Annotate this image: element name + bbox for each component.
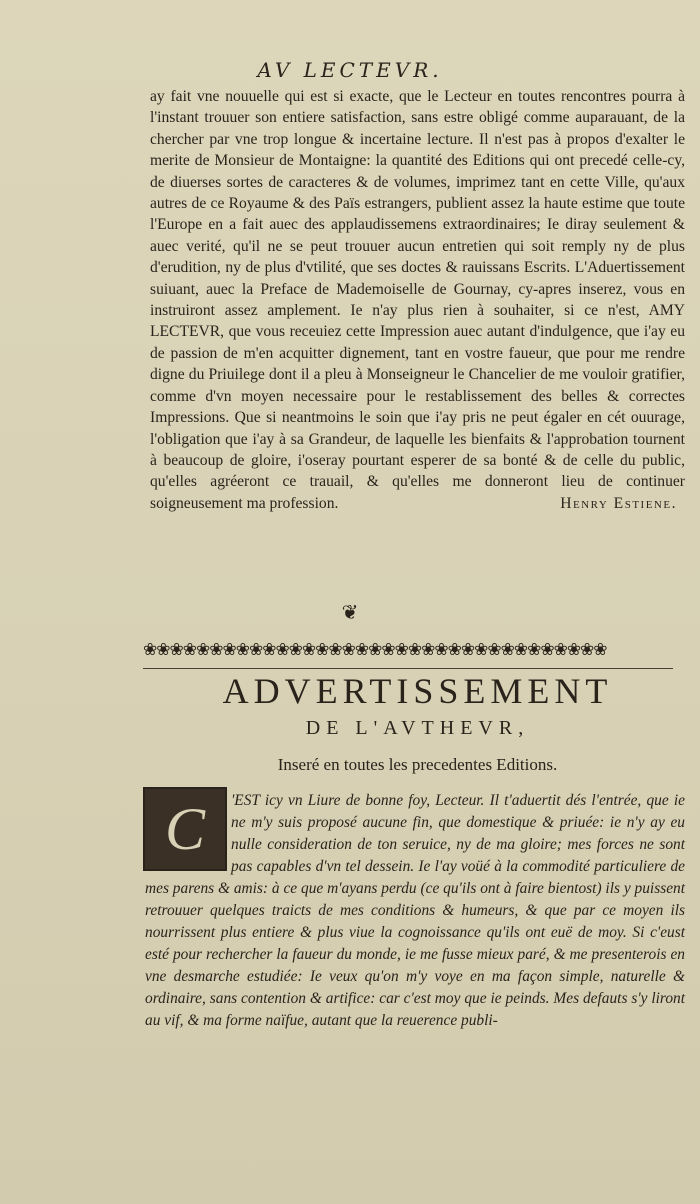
fleuron-icon: ❦ xyxy=(341,600,359,624)
running-head: AV LECTEVR. xyxy=(257,58,443,82)
intro-text-block xyxy=(150,86,685,515)
drop-cap-space xyxy=(145,790,231,876)
signature: Henry Estiene. xyxy=(560,495,677,513)
intro-paragraph: ay fait vne nouuelle qui est si exacte, que le Lecteur en toutes rencontres pourra à l'instant trouuer son entiere satisfaction, sans estre obligé comme auparauant, de la chercher par vne trop longue & incertaine lecture. Il n'est pas à propos d'exalter le merite de Monsieur de Montaigne: la quantité des Editions qui ont precedé celle-cy, de diuerses sortes de caracteres & de volumes, imprimez tant en cette Ville, qu'aux autres de ce Royaume & des Païs estrangers, publient assez la haute estime que toute l'Europe en a fait auec des applaudissemens extraordinaires; Ie diray seulement & auec verité, qu'il ne se peut trouuer aucun entretien qui soit remply ny de plus d'erudition, ny de plus d'vtilité, que ses doctes & rauissans Escrits. L'Aduertissement suiuant, auec la Preface de Mademoiselle de Gournay, cy-apres inserez, vous en instruiront assez amplement. Ie n'ay plus rien à souhaiter, si ce n'est, AMY LECTEVR, que vous receuiez cette Impression auec autant d'indulgence, que i'ay eu de passion de m'en acquitter dignement, tant en vostre faueur, que pour me rendre digne du Priuilege dont il a pleu à Monseigneur le Chancelier de me vouloir gratifier, comme d'vn moyen necessaire pour le restablissement des belles & correctes Impressions. Que si neantmoins le soin que i'ay pris ne peut égaler en cét ouurage, l'obligation que i'ay à sa Grandeur, de laquelle les bienfaits & l'approbation tournent à beaucoup de gloire, i'oseray pourtant esperer de sa bonté & de celle du public, qu'elles agréeront ce trauail, & qu'elles me donneront lieu de continuer soigneusement ma profession. xyxy=(150,88,685,512)
section-subtitle: DE L'AVTHEVR, xyxy=(305,717,530,739)
ornament-band xyxy=(143,640,673,669)
body-paragraph xyxy=(145,790,685,1032)
body-paragraph-text: 'EST icy vn Liure de bonne foy, Lecteur. Il t'aduertit dés l'entrée, que ie ne m'y suis proposé aucune fin, que domestique & priuée: ie n'y ay eu nulle consideration de ton seruice, ny de ma gloire; mes forces ne sont pas capables d'vn tel dessein. Ie l'ay voüé à la commodité particuliere de mes parens & amis: à ce que m'ayans perdu (ce qu'ils ont à faire bientost) ils y puissent retrouuer quelques traicts de mes conditions & humeurs, & que par ce moyen ils nourrissent plus entiere & plus viue la cognoissance qu'ils ont euë de moy. Si c'eust esté pour rechercher la faueur du monde, ie me fusse mieux paré, & me presenterois en vne desmarche estudiée: Ie veux qu'on m'y voye en ma façon simple, naturelle & ordinaire, sans contention & artifice: car c'est moy que ie peinds. Mes defauts s'y liront au vif, & ma forme naïfue, autant que la reuerence publi- xyxy=(145,792,685,1029)
section-note: Inseré en toutes les precedentes Editions. xyxy=(277,755,558,774)
body-text-block xyxy=(145,790,685,1032)
drop-cap: C xyxy=(143,787,227,871)
ornament-band-icon: ❀❀❀❀❀❀❀❀❀❀❀❀❀❀❀❀❀❀❀❀❀❀❀❀❀❀❀❀❀❀❀❀❀❀❀ xyxy=(143,640,607,660)
section-title: ADVERTISSEMENT xyxy=(222,671,613,711)
